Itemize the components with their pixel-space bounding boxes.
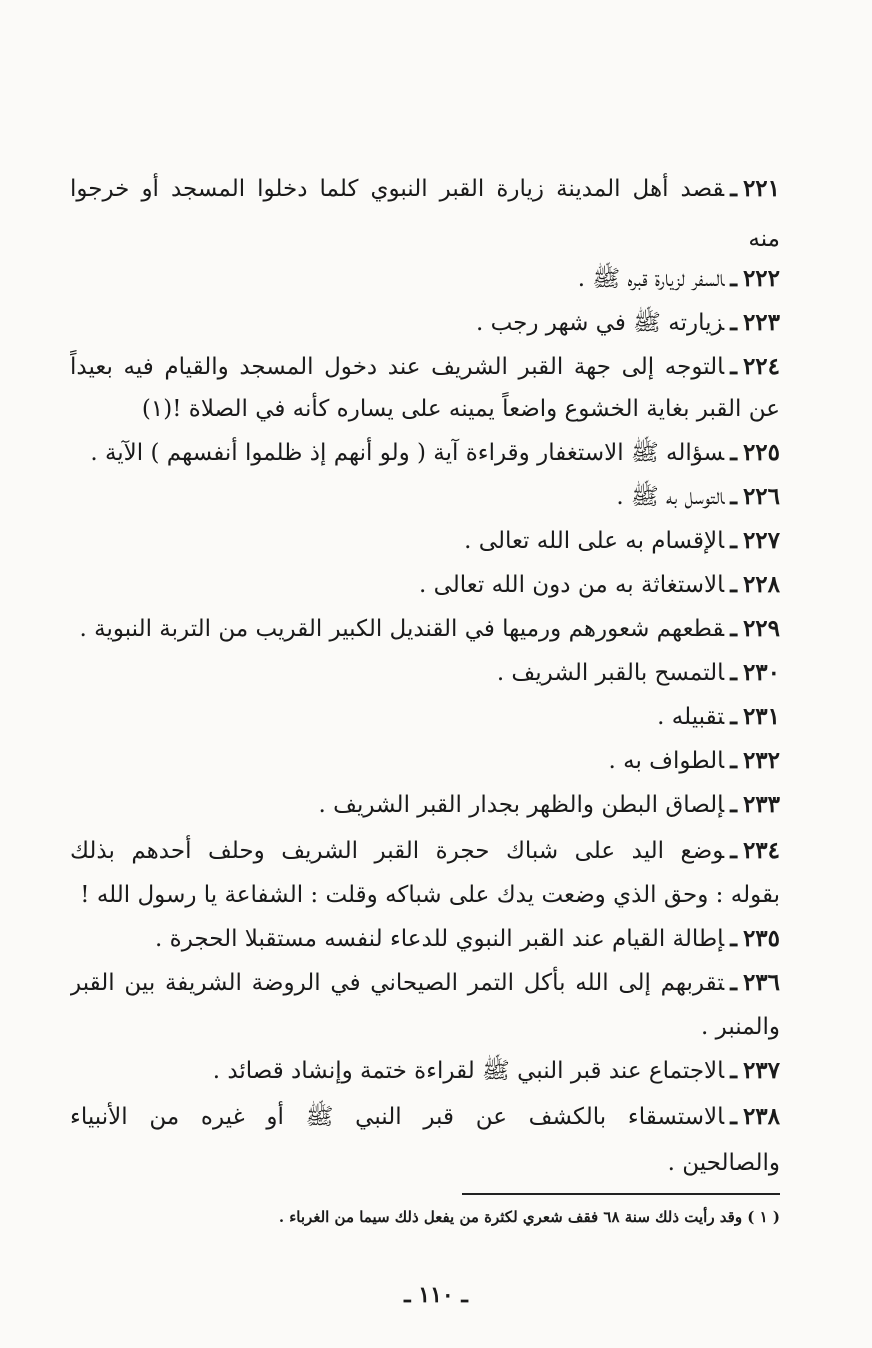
item-number: ٢٢٩ <box>742 615 780 642</box>
item-text: قطعهم شعورهم ورميها في القنديل الكبير القريب من التربة النبوية . <box>79 616 725 642</box>
item-text: سؤاله ﷺ الاستغفار وقراءة آية ( ولو أنهم إذ ظلموا أنفسهم ) الآية . <box>90 440 725 466</box>
item-number: ٢٣٨ <box>742 1103 780 1130</box>
list-item: ٢٣٥ـإطالة القيام عند القبر النبوي للدعاء لنفسه مستقبلا الحجرة . <box>155 925 780 952</box>
item-text: السفر لزيارة قبره ﷺ . <box>577 266 725 292</box>
list-item: ٢٢٧ـالإقسام به على الله تعالى . <box>464 527 780 554</box>
item-number: ٢٣٥ <box>742 925 780 952</box>
item-number: ٢٣٤ <box>742 837 780 864</box>
list-item: ٢٣٤ـوضع اليد على شباك حجرة القبر الشريف وحلف أحدهم بذلك <box>70 837 780 864</box>
item-number: ٢٢٦ <box>742 483 780 510</box>
item-number: ٢٢٤ <box>742 353 780 380</box>
item-text: وضع اليد على شباك حجرة القبر الشريف وحلف أحدهم بذلك <box>70 838 725 864</box>
item-text: زيارته ﷺ في شهر رجب . <box>475 310 725 336</box>
list-item: ٢٢٦ـالتوسل به ﷺ . <box>616 483 780 510</box>
item-text: تقربهم إلى الله بأكل التمر الصيحاني في الروضة الشريفة بين القبر <box>70 970 725 996</box>
item-text: التوجه إلى جهة القبر الشريف عند دخول المسجد والقيام فيه بعيداً <box>70 354 725 380</box>
item-number: ٢٢١ <box>742 175 780 202</box>
list-item: ٢٢٩ـقطعهم شعورهم ورميها في القنديل الكبير القريب من التربة النبوية . <box>79 615 780 642</box>
item-number: ٢٢٨ <box>742 571 780 598</box>
item-number: ٢٣٣ <box>742 791 780 818</box>
item-number: ٢٢٧ <box>742 527 780 554</box>
item-text: إطالة القيام عند القبر النبوي للدعاء لنفسه مستقبلا الحجرة . <box>155 926 725 952</box>
list-item-continuation: بقوله : وحق الذي وضعت يدك على شباكه وقلت : الشفاعة يا رسول الله ! <box>80 882 780 908</box>
list-item-continuation: والصالحين . <box>667 1150 780 1176</box>
list-item: ٢٣٣ـإلصاق البطن والظهر بجدار القبر الشريف . <box>318 791 780 818</box>
footnote-divider <box>462 1193 780 1195</box>
list-item: ٢٢٥ـسؤاله ﷺ الاستغفار وقراءة آية ( ولو أنهم إذ ظلموا أنفسهم ) الآية . <box>90 439 780 466</box>
item-number: ٢٣٠ <box>742 659 780 686</box>
item-number: ٢٣٦ <box>742 969 780 996</box>
item-text: الاجتماع عند قبر النبي ﷺ لقراءة ختمة وإنشاد قصائد . <box>212 1058 725 1084</box>
list-item: ٢٣٢ـالطواف به . <box>608 747 780 774</box>
list-item: ٢٣٠ـالتمسح بالقبر الشريف . <box>496 659 780 686</box>
list-item-continuation: عن القبر بغاية الخشوع واضعاً يمينه على يساره كأنه في الصلاة !(١) <box>141 396 780 422</box>
list-item: ٢٣١ـتقبيله . <box>657 703 780 730</box>
item-text: الاستسقاء بالكشف عن قبر النبي ﷺ أو غيره من الأنبياء <box>70 1104 725 1130</box>
item-text: قصد أهل المدينة زيارة القبر النبوي كلما دخلوا المسجد أو خرجوا <box>70 176 725 202</box>
item-text: الإقسام به على الله تعالى . <box>464 528 725 554</box>
item-number: ٢٢٥ <box>742 439 780 466</box>
item-text: الطواف به . <box>608 748 725 774</box>
footnote: ( ١ ) وقد رأيت ذلك سنة ٦٨ فقف شعري لكثرة من يفعل ذلك سيما من الغرباء . <box>278 1208 780 1226</box>
page-number: ـ ١١٠ ـ <box>404 1282 468 1308</box>
item-text: الاستغاثة به من دون الله تعالى . <box>419 572 725 598</box>
item-number: ٢٣٧ <box>742 1057 780 1084</box>
item-text: تقبيله . <box>657 704 725 730</box>
item-number: ٢٣١ <box>742 703 780 730</box>
item-number: ٢٢٢ <box>742 265 780 292</box>
item-text: إلصاق البطن والظهر بجدار القبر الشريف . <box>318 792 725 818</box>
list-item: ٢٢٣ـزيارته ﷺ في شهر رجب . <box>475 309 780 336</box>
item-number: ٢٢٣ <box>742 309 780 336</box>
list-item: ٢٢٨ـالاستغاثة به من دون الله تعالى . <box>419 571 780 598</box>
list-item: ٢٢١ـقصد أهل المدينة زيارة القبر النبوي كلما دخلوا المسجد أو خرجوا <box>70 175 780 202</box>
list-item: ٢٢٢ـالسفر لزيارة قبره ﷺ . <box>577 265 780 292</box>
list-item: ٢٣٦ـتقربهم إلى الله بأكل التمر الصيحاني في الروضة الشريفة بين القبر <box>70 969 780 996</box>
item-number: ٢٣٢ <box>742 747 780 774</box>
list-item: ٢٣٧ـالاجتماع عند قبر النبي ﷺ لقراءة ختمة وإنشاد قصائد . <box>212 1057 780 1084</box>
list-item: ٢٢٤ـالتوجه إلى جهة القبر الشريف عند دخول المسجد والقيام فيه بعيداً <box>70 353 780 380</box>
list-item-continuation: والمنبر . <box>701 1014 780 1040</box>
list-item-continuation: منه <box>748 226 780 252</box>
item-text: التوسل به ﷺ . <box>616 484 725 510</box>
item-text: التمسح بالقبر الشريف . <box>496 660 725 686</box>
list-item: ٢٣٨ـالاستسقاء بالكشف عن قبر النبي ﷺ أو غيره من الأنبياء <box>70 1103 780 1130</box>
